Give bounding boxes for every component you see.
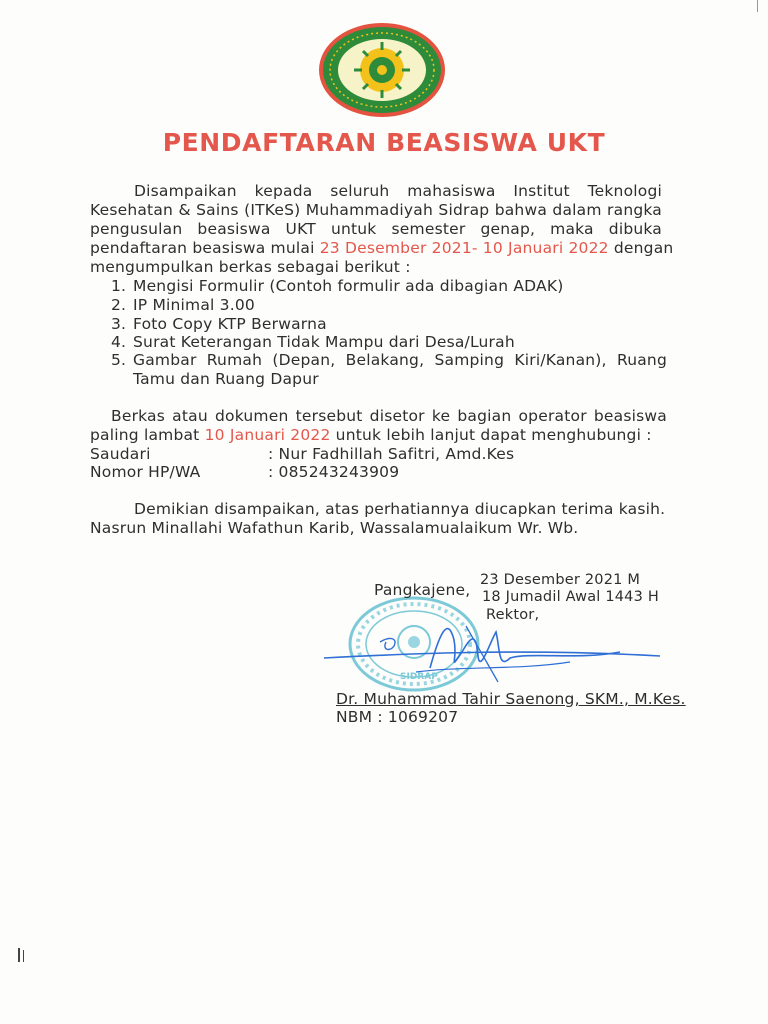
- signatory-nbm: NBM : 1069207: [336, 708, 459, 726]
- submission-line-1: Berkas atau dokumen tersebut disetor ke bagian operator beasiswa: [111, 407, 667, 425]
- handwritten-signature: [320, 612, 680, 698]
- intro-line-1: Disampaikan kepada seluruh mahasiswa Institut Teknologi: [134, 182, 662, 200]
- intro-line-4: [90, 239, 673, 257]
- institution-logo: [318, 22, 446, 122]
- submission-line-2: [90, 426, 652, 444]
- signature-date-hijri: 18 Jumadil Awal 1443 H: [482, 589, 659, 605]
- document-title: PENDAFTARAN BEASISWA UKT: [162, 128, 606, 157]
- scan-edge-mark: [757, 0, 758, 12]
- list-item-text: Surat Keterangan Tidak Mampu dari Desa/Lurah: [133, 333, 515, 351]
- closing-line-2: Nasrun Minallahi Wafathun Karib, Wassalamualaikum Wr. Wb.: [90, 519, 579, 537]
- submission-line-2-prefix: paling lambat: [90, 426, 200, 444]
- submission-line-2-suffix: untuk lebih lanjut dapat menghubungi :: [335, 426, 652, 444]
- intro-line-5: mengumpulkan berkas sebagai berikut :: [90, 258, 411, 276]
- list-item: [111, 351, 667, 369]
- closing-line-1: Demikian disampaikan, atas perhatiannya diucapkan terima kasih.: [134, 500, 666, 518]
- list-item-number: 3.: [111, 315, 127, 333]
- list-item-number: 5.: [111, 351, 127, 369]
- intro-line-4-suffix: dengan: [613, 239, 674, 257]
- contact-phone-label: Nomor HP/WA: [90, 463, 201, 481]
- deadline-date: 10 Januari 2022: [204, 426, 331, 444]
- contact-phone-value: : 085243243909: [268, 463, 400, 481]
- list-item-number: 1.: [111, 277, 127, 295]
- contact-name-value: : Nur Fadhillah Safitri, Amd.Kes: [268, 445, 515, 463]
- intro-line-2: Kesehatan & Sains (ITKeS) Muhammadiyah Sidrap bahwa dalam rangka: [90, 201, 662, 219]
- signature-date-gregorian: 23 Desember 2021 M: [480, 572, 641, 588]
- list-item: [111, 277, 563, 295]
- scan-edge-mark: [18, 948, 20, 962]
- list-item-number: 4.: [111, 333, 127, 351]
- list-item-text: Mengisi Formulir (Contoh formulir ada dibagian ADAK): [133, 277, 564, 295]
- list-item: [111, 296, 255, 314]
- contact-name-label: Saudari: [90, 445, 151, 463]
- intro-line-4-prefix: pendaftaran beasiswa mulai: [90, 239, 315, 257]
- list-item-continuation: Tamu dan Ruang Dapur: [133, 370, 319, 388]
- signatory-name: Dr. Muhammad Tahir Saenong, SKM., M.Kes.: [336, 690, 686, 708]
- signature-position: Rektor,: [486, 607, 540, 623]
- intro-line-3: pengusulan beasiswa UKT untuk semester genap, maka dibuka: [90, 220, 662, 238]
- signature-place: Pangkajene,: [374, 581, 471, 599]
- list-item-text: IP Minimal 3.00: [133, 296, 255, 314]
- registration-period: 23 Desember 2021- 10 Januari 2022: [319, 239, 609, 257]
- list-item: [111, 315, 327, 333]
- seal-text: SIDRAP: [400, 672, 438, 682]
- list-item-text: Foto Copy KTP Berwarna: [133, 315, 327, 333]
- list-item-text: Gambar Rumah (Depan, Belakang, Samping Kiri/Kanan), Ruang: [133, 351, 667, 369]
- list-item-number: 2.: [111, 296, 127, 314]
- list-item: [111, 333, 515, 351]
- scan-edge-mark: [23, 950, 24, 962]
